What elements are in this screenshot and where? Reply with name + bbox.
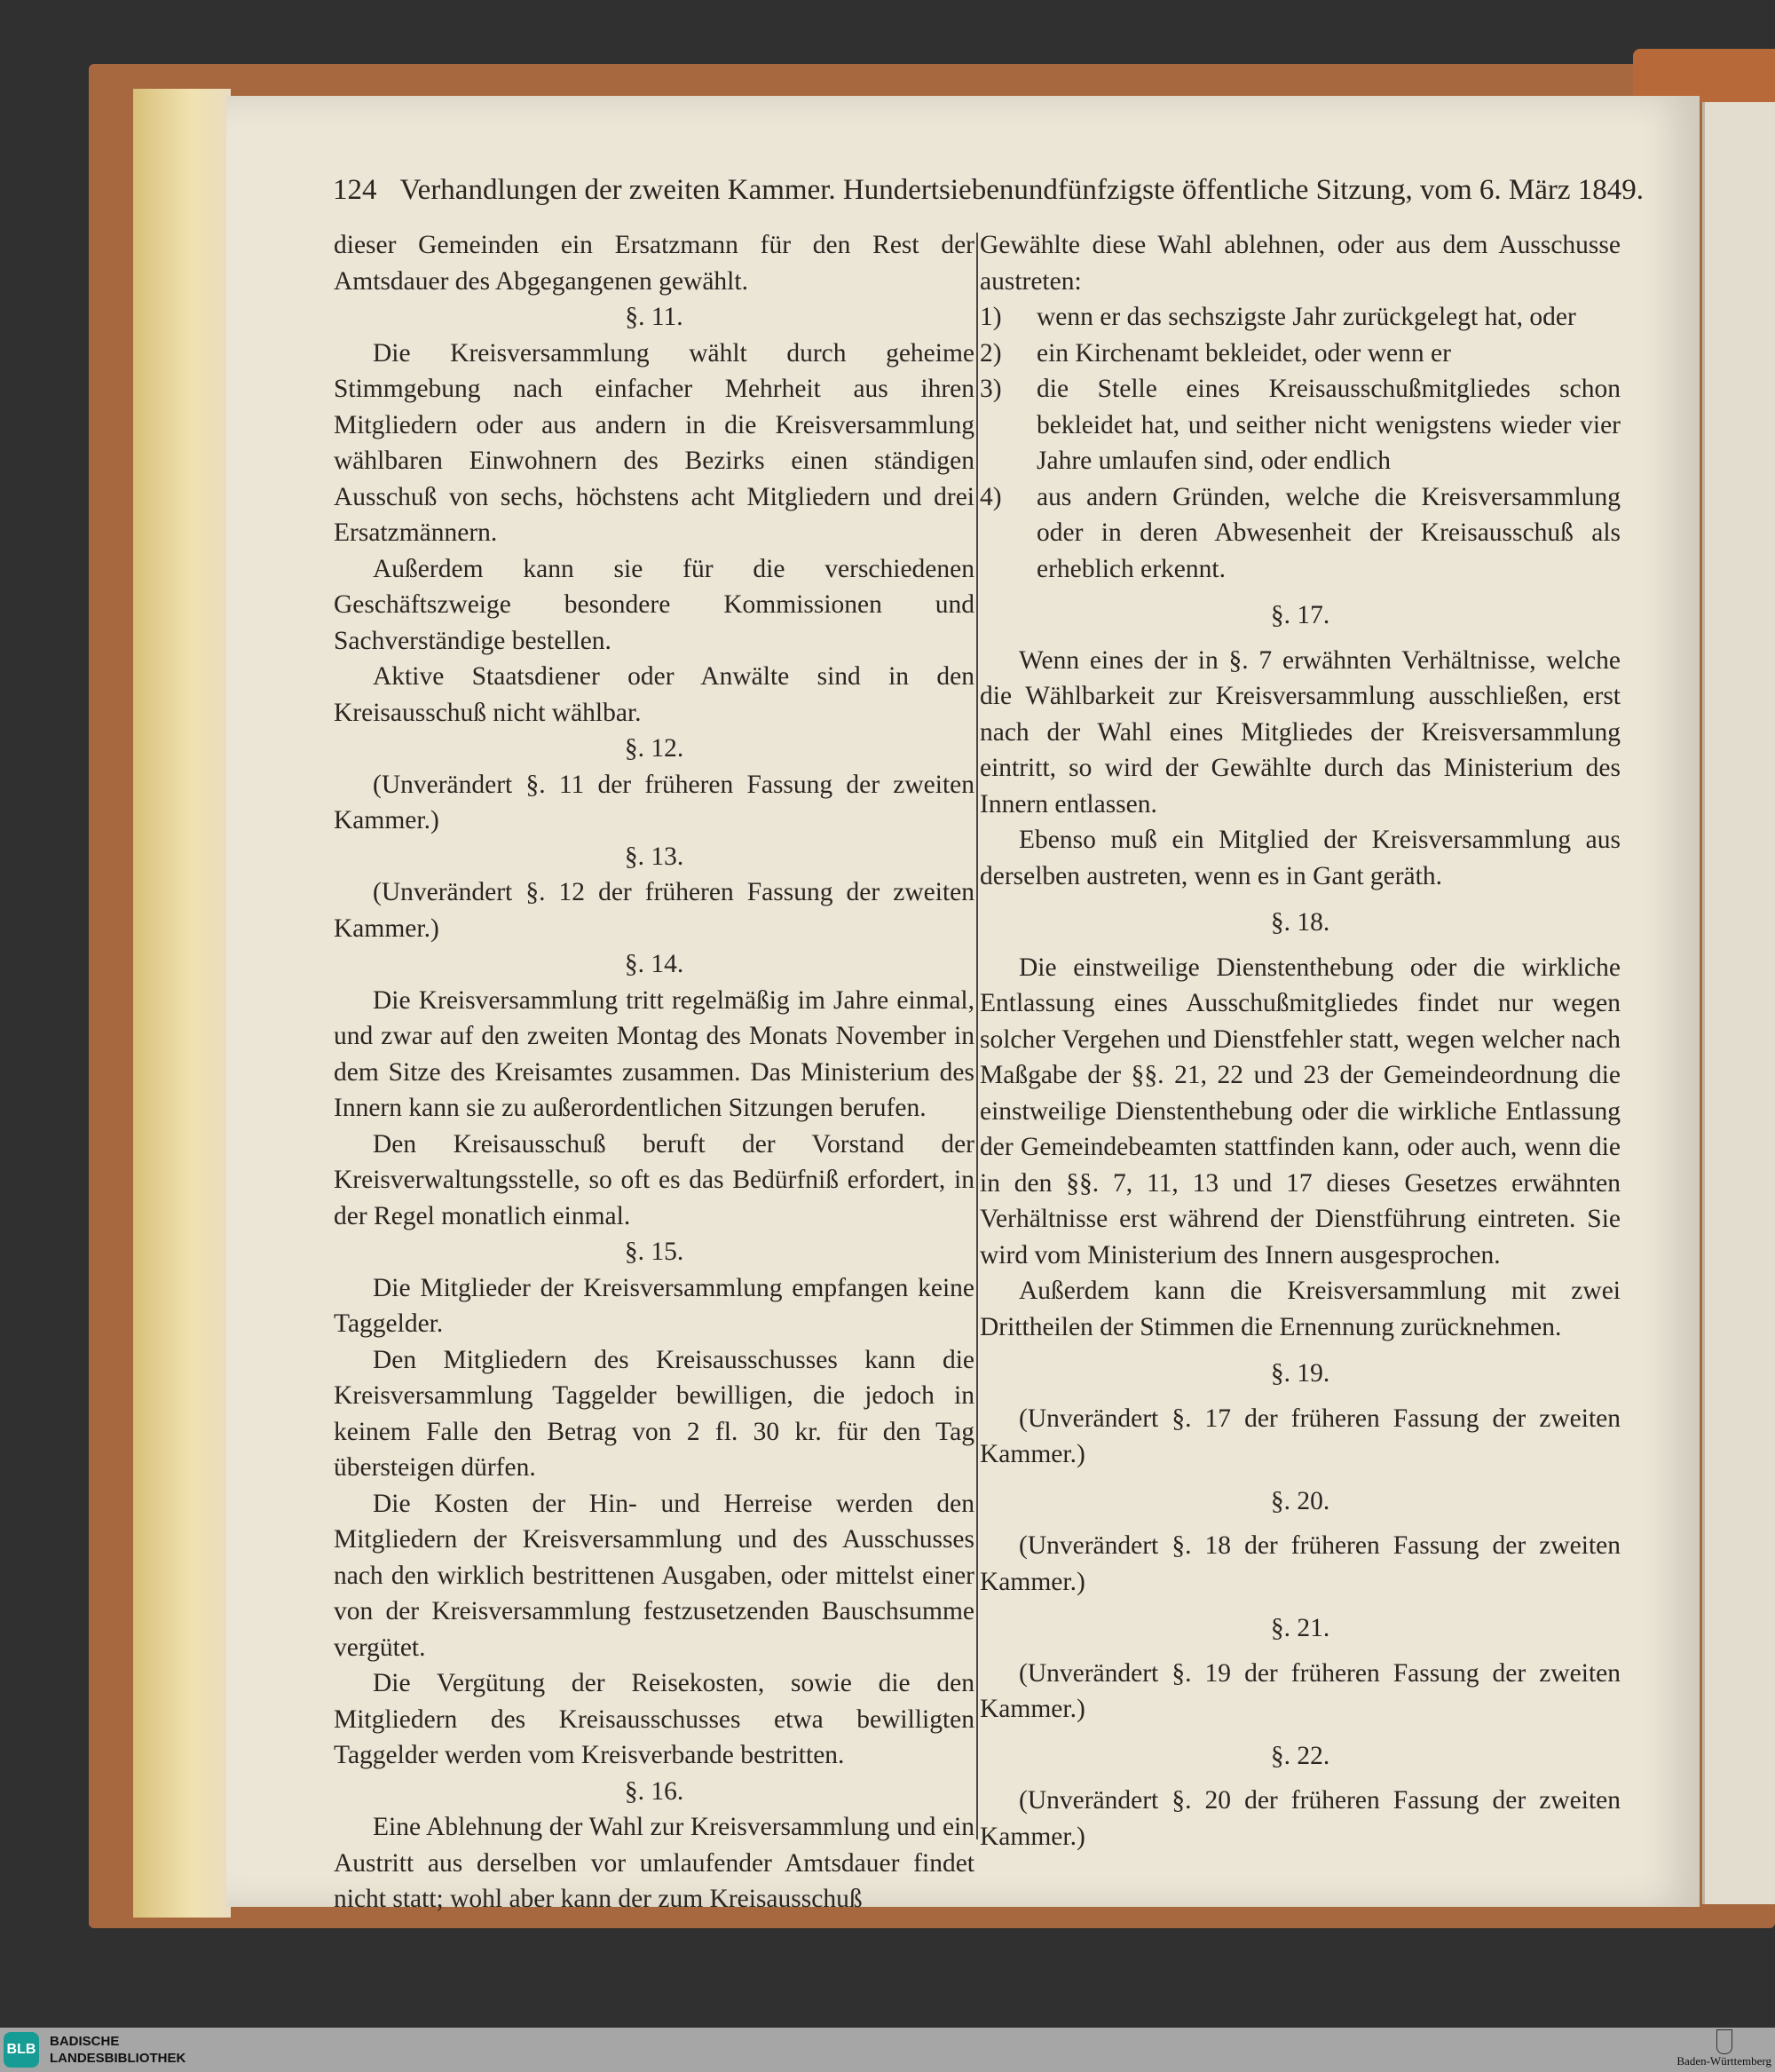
list-number: 3) — [980, 375, 1002, 403]
section-heading: §. 11. — [625, 303, 683, 331]
list-text: aus andern Gründen, welche die Kreisversammlung oder in deren Abwesenheit der Kreisausschuß als erheblich erkennt. — [1037, 482, 1621, 583]
list-text: ein Kirchenamt bekleidet, oder wenn er — [1037, 338, 1451, 368]
paragraph: Die Vergütung der Reisekosten, sowie die den Mitgliedern des Kreisausschusses etwa bewilligten Taggelder werden vom Kreisverbande bestritten. — [334, 1669, 974, 1769]
column-divider — [976, 233, 978, 1839]
next-page-edge — [1702, 102, 1775, 1904]
section-heading: §. 16. — [624, 1776, 684, 1806]
running-header — [333, 174, 1645, 207]
paragraph: (Unverändert §. 20 der früheren Fassung der zweiten Kammer.) — [980, 1786, 1621, 1851]
right-column — [980, 227, 1621, 1855]
paragraph: Außerdem kann sie für die verschiedenen Geschäftszweige besondere Kommissionen und Sachverständige bestellen. — [334, 554, 974, 655]
section-heading: §. 12. — [624, 734, 684, 763]
paragraph: (Unverändert §. 18 der früheren Fassung der zweiten Kammer.) — [980, 1531, 1621, 1596]
section-heading: §. 17. — [1270, 601, 1330, 629]
library-name-line1: BADISCHE — [50, 2034, 120, 2049]
paragraph: Wenn eines der in §. 7 erwähnten Verhältnisse, welche die Wählbarkeit zur Kreisversammlung ausschließen, erst nach der Wahl eines Mitgliedes der Kreisversammlung eintritt, so wird der Gewählte durch das Ministerium des Innern entlassen. — [980, 645, 1621, 819]
paragraph: (Unverändert §. 17 der früheren Fassung der zweiten Kammer.) — [980, 1404, 1621, 1468]
paragraph: Den Mitgliedern des Kreisausschusses kann die Kreisversammlung Taggelder bewilligen, die jedoch in keinem Falle den Betrag von 2 fl. 30 kr. für den Tag übersteigen dürfen. — [334, 1345, 974, 1482]
blb-logo[interactable]: BLB — [4, 2032, 39, 2068]
list-item — [980, 371, 1621, 479]
section-heading: §. 13. — [624, 842, 684, 871]
page-edges — [133, 89, 231, 1918]
paragraph: Die Mitglieder der Kreisversammlung empfangen keine Taggelder. — [334, 1273, 974, 1338]
running-title: Verhandlungen der zweiten Kammer. Hundertsiebenundfünfzigste öffentliche Sitzung, vom 6. März 1849. — [399, 174, 1645, 206]
list-number: 4) — [980, 482, 1002, 511]
section-heading: §. 18. — [1270, 908, 1330, 937]
paragraph: Die einstweilige Dienstenthebung oder die wirkliche Entlassung eines Ausschußmitgliedes findet nur wegen solcher Vergehen und Dienstfehler statt, wegen welcher nach Maßgabe der §§. 21, 22 und 23 der Gemeindeordnung die einstweilige Dienstenthebung oder die wirkliche Entlassung der Gemeindebeamten stattfinden kann, oder auch, wenn die in den §§. 7, 11, 13 und 17 dieses Gesetzes erwähnten Verhältnisse erst während der Dienstführung eintreten. Sie wird vom Ministerium des Innern ausgesprochen. — [980, 953, 1621, 1269]
paragraph: (Unverändert §. 11 der früheren Fassung der zweiten Kammer.) — [334, 770, 974, 834]
paragraph: Die Kreisversammlung wählt durch geheime Stimmgebung nach einfacher Mehrheit aus ihren Mitgliedern oder aus andern in die Kreisversammlung wählbaren Einwohnern des Bezirks einen ständigen Ausschuß von sechs, höchstens acht Mitgliedern und drei Ersatzmännern. — [334, 338, 974, 547]
section-heading: §. 19. — [1270, 1359, 1330, 1388]
paragraph: Aktive Staatsdiener oder Anwälte sind in den Kreisausschuß nicht wählbar. — [334, 662, 974, 727]
list-item — [980, 479, 1621, 588]
list-text: die Stelle eines Kreisausschußmitgliedes schon bekleidet hat, und seither nicht wenigstens wieder vier Jahre umlaufen sind, oder endlich — [1037, 375, 1621, 475]
paragraph: Die Kosten der Hin- und Herreise werden den Mitgliedern der Kreisversammlung und des Ausschusses nach den wirklich bestrittenen Ausgaben, oder mittelst einer von der Kreisversammlung festzusetzenden Bauschsumme vergütet. — [334, 1489, 974, 1662]
section-heading: §. 20. — [1270, 1486, 1330, 1515]
paragraph: (Unverändert §. 12 der früheren Fassung der zweiten Kammer.) — [334, 878, 974, 943]
baden-wuerttemberg-logo[interactable] — [1676, 2029, 1771, 2068]
paragraph: (Unverändert §. 19 der früheren Fassung der zweiten Kammer.) — [980, 1658, 1621, 1723]
left-column — [334, 227, 974, 1918]
library-name[interactable] — [50, 2033, 185, 2067]
list-item — [980, 336, 1621, 372]
viewer-footer — [0, 2028, 1775, 2072]
library-name-line2: LANDESBIBLIOTHEK — [50, 2051, 186, 2066]
paragraph: Außerdem kann die Kreisversammlung mit zwei Drittheilen der Stimmen die Ernennung zurücknehmen. — [980, 1277, 1621, 1341]
list-item — [980, 299, 1621, 336]
paragraph: dieser Gemeinden ein Ersatzmann für den Rest der Amtsdauer des Abgegangenen gewählt. — [334, 231, 974, 296]
paragraph: Gewählte diese Wahl ablehnen, oder aus dem Ausschusse austreten: — [980, 231, 1621, 296]
section-heading: §. 22. — [1270, 1741, 1330, 1770]
list-text: wenn er das sechszigste Jahr zurückgelegt hat, oder — [1037, 303, 1576, 331]
paragraph: Eine Ablehnung der Wahl zur Kreisversammlung und ein Austritt aus derselben vor umlaufender Amtsdauer findet nicht statt; wohl aber kann der zum Kreisausschuß — [334, 1813, 974, 1913]
paragraph: Ebenso muß ein Mitglied der Kreisversammlung aus derselben austreten, wenn es in Gant geräth. — [980, 826, 1621, 890]
section-heading: §. 14. — [624, 950, 684, 978]
section-heading: §. 15. — [624, 1238, 684, 1266]
state-label: Baden-Württemberg — [1676, 2054, 1771, 2068]
section-heading: §. 21. — [1270, 1614, 1330, 1642]
coat-of-arms-icon — [1716, 2029, 1732, 2054]
paragraph: Die Kreisversammlung tritt regelmäßig im Jahre einmal, und zwar auf den zweiten Montag des Monats November in dem Sitze des Kreisamtes zusammen. Das Ministerium des Innern kann sie zu außerordentlichen Sitzungen berufen. — [334, 985, 974, 1122]
book-cover-corner — [1633, 49, 1775, 102]
paragraph: Den Kreisausschuß beruft der Vorstand der Kreisverwaltungsstelle, so oft es das Bedürfniß erfordert, in der Regel monatlich einmal. — [334, 1129, 974, 1230]
list-number: 1) — [980, 303, 1002, 331]
list-number: 2) — [980, 338, 1002, 368]
page-number: 124 — [333, 174, 377, 206]
